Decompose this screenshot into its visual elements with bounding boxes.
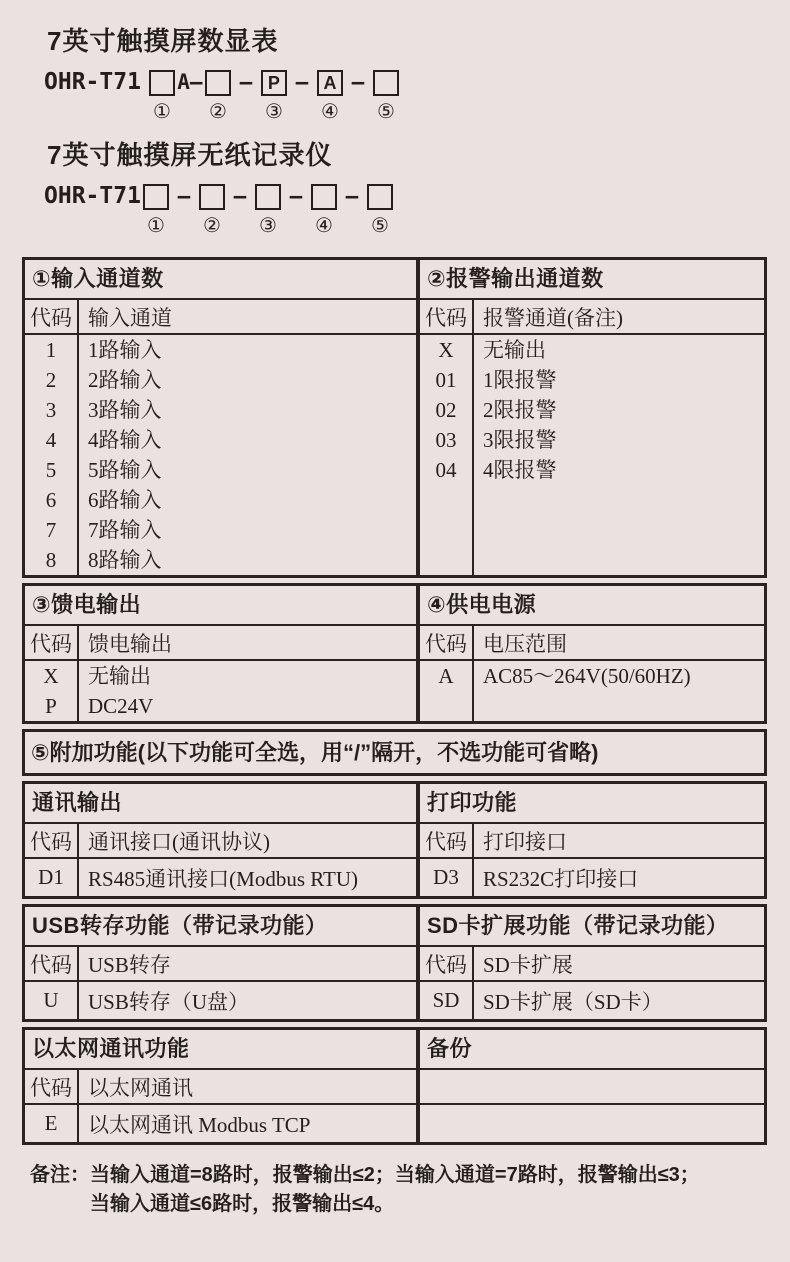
- desc-cell: 3限报警: [483, 428, 557, 452]
- desc-cell: USB转存（U盘）: [88, 989, 250, 1014]
- section-print-function: [418, 784, 764, 896]
- model-code-box: [143, 184, 169, 210]
- circled-number: ④: [320, 101, 339, 123]
- model-separator: –: [351, 70, 365, 94]
- code-cell: 7: [45, 518, 57, 542]
- code-column: [25, 335, 79, 575]
- desc-cell: AC85～264V(50/60HZ): [483, 664, 691, 688]
- code-cell: 01: [435, 368, 457, 392]
- model-prefix: OHR-T71: [44, 183, 141, 209]
- desc-column: [474, 661, 764, 721]
- section-title: 以太网通讯功能: [32, 1036, 190, 1061]
- model-slot-2: [199, 182, 255, 237]
- note-label: 备注：: [30, 1164, 90, 1186]
- model-slot-3: [255, 182, 311, 237]
- section-title: ④供电电源: [427, 592, 537, 617]
- column-header-row: [420, 298, 764, 333]
- desc-cell: 以太网通讯 Modbus TCP: [88, 1112, 311, 1137]
- column-header-row: [25, 945, 416, 980]
- code-column: [25, 661, 79, 721]
- code-header-cell: 代码: [420, 947, 474, 980]
- section-title: ①输入通道数: [32, 266, 164, 291]
- model-code-box: [311, 184, 337, 210]
- desc-header-cell: SD卡扩展: [483, 952, 573, 977]
- circled-number: ⑤: [370, 215, 389, 237]
- section-title: 打印功能: [427, 790, 518, 815]
- desc-column: [79, 335, 416, 575]
- model-slot-5: [373, 68, 399, 123]
- section-title: USB转存功能（带记录功能）: [32, 913, 328, 938]
- model-slot-4: [311, 182, 367, 237]
- model-slot-5: [367, 182, 393, 237]
- desc-header-cell: 打印接口: [483, 829, 567, 854]
- column-header-row: [420, 624, 764, 659]
- section-block-usb-sd: [22, 904, 767, 1022]
- code-cell: 2: [45, 368, 57, 392]
- model-separator: –: [345, 184, 359, 208]
- empty-cell: [420, 1070, 764, 1103]
- section-block-ethernet-backup: [22, 1027, 767, 1145]
- desc-header-cell: 以太网通讯: [88, 1075, 193, 1100]
- code-header-cell: 代码: [25, 947, 79, 980]
- code-cell: X: [43, 664, 59, 688]
- circled-number: ⑤: [376, 101, 395, 123]
- code-column: [420, 661, 474, 721]
- data-row: [25, 1103, 416, 1142]
- code-cell: X: [438, 338, 454, 362]
- desc-cell: 6路输入: [88, 488, 162, 512]
- column-header-row: [25, 822, 416, 857]
- model-code-box: P: [261, 70, 287, 96]
- model-prefix: OHR-T71: [44, 69, 141, 95]
- code-header-cell: 代码: [25, 1070, 79, 1103]
- code-cell: 04: [435, 458, 457, 482]
- column-header-row: [420, 945, 764, 980]
- data-row: [420, 857, 764, 896]
- section-ethernet: [25, 1030, 418, 1142]
- code-cell: SD: [420, 982, 474, 1019]
- empty-row: [420, 1103, 764, 1142]
- desc-cell: 2路输入: [88, 368, 162, 392]
- model-slot-4: [317, 68, 373, 123]
- desc-cell: 无输出: [88, 664, 151, 688]
- model-slot-1: [149, 68, 205, 123]
- desc-cell: 3路输入: [88, 398, 162, 422]
- column-header-row: [25, 298, 416, 333]
- code-header-cell: 代码: [420, 300, 474, 333]
- ordering-table: [22, 257, 767, 1145]
- data-row: [420, 980, 764, 1019]
- model-slot-1: [143, 182, 199, 237]
- section-block-input-alarm: [22, 257, 767, 578]
- note-line-2: 当输入通道≤6路时，报警输出≤4。: [90, 1193, 395, 1215]
- section-comm-output: [25, 784, 418, 896]
- desc-cell: RS232C打印接口: [483, 866, 639, 891]
- model-code-box: [373, 70, 399, 96]
- code-cell: E: [25, 1105, 79, 1142]
- empty-cell: [420, 1105, 764, 1142]
- circled-number: ③: [264, 101, 283, 123]
- desc-cell: 2限报警: [483, 398, 557, 422]
- section-feed-output: [25, 586, 418, 721]
- section-sd-expansion: [418, 907, 764, 1019]
- code-cell: 8: [45, 548, 57, 572]
- code-cell: D3: [420, 859, 474, 896]
- desc-cell: 4路输入: [88, 428, 162, 452]
- desc-header-cell: 电压范围: [483, 631, 567, 656]
- section-power-supply: [418, 586, 764, 721]
- circled-number: ①: [146, 215, 165, 237]
- desc-cell: SD卡扩展（SD卡）: [483, 989, 663, 1014]
- note-line-1: 当输入通道=8路时，报警输出≤2；当输入通道=7路时，报警输出≤3；: [90, 1164, 700, 1186]
- model-separator: A–: [177, 70, 203, 94]
- code-cell: P: [45, 694, 57, 718]
- desc-header-cell: 输入通道: [88, 305, 172, 330]
- model-code-box: A: [317, 70, 343, 96]
- section-block-additional-functions: [22, 729, 767, 776]
- column-header-row: [25, 1068, 416, 1103]
- code-header-cell: 代码: [25, 626, 79, 659]
- section-title: ②报警输出通道数: [427, 266, 604, 291]
- data-area: [25, 659, 416, 721]
- code-cell: 1: [45, 338, 57, 362]
- circled-number: ①: [152, 101, 171, 123]
- section-backup: [418, 1030, 764, 1142]
- desc-cell: RS485通讯接口(Modbus RTU): [88, 866, 359, 891]
- circled-number: ②: [202, 215, 221, 237]
- section-additional-functions-title: ⑤附加功能(以下功能可全选，用“/”隔开，不选功能可省略): [31, 740, 599, 765]
- model-code-box: [255, 184, 281, 210]
- code-cell: A: [438, 664, 454, 688]
- desc-column: [474, 335, 764, 575]
- model-separator: –: [289, 184, 303, 208]
- code-cell: D1: [25, 859, 79, 896]
- code-cell: 03: [435, 428, 457, 452]
- section-title: ③馈电输出: [32, 592, 142, 617]
- code-cell: 6: [45, 488, 57, 512]
- code-header-cell: 代码: [420, 626, 474, 659]
- section-title: 通讯输出: [32, 790, 123, 815]
- model-code-digital-display: [44, 68, 790, 123]
- section-title: 备份: [427, 1036, 473, 1061]
- model-slot-3: [261, 68, 317, 123]
- code-header-cell: 代码: [420, 824, 474, 857]
- circled-number: ④: [314, 215, 333, 237]
- code-cell: 5: [45, 458, 57, 482]
- column-header-row: [25, 624, 416, 659]
- code-cell: 02: [435, 398, 457, 422]
- model-code-paperless-recorder: [44, 182, 790, 237]
- data-row: [25, 857, 416, 896]
- model-separator: –: [177, 184, 191, 208]
- model-slot-2: [205, 68, 261, 123]
- desc-header-cell: USB转存: [88, 952, 171, 977]
- model-separator: –: [239, 70, 253, 94]
- code-header-cell: 代码: [25, 300, 79, 333]
- desc-cell: 1路输入: [88, 338, 162, 362]
- section-input-channels: [25, 260, 418, 575]
- data-area: [25, 333, 416, 575]
- code-cell: 4: [45, 428, 57, 452]
- model-code-box: [367, 184, 393, 210]
- section-usb-transfer: [25, 907, 418, 1019]
- desc-cell: DC24V: [88, 694, 154, 718]
- model-code-box: [149, 70, 175, 96]
- desc-cell: 7路输入: [88, 518, 162, 542]
- data-row: [25, 980, 416, 1019]
- note-body: [90, 1161, 700, 1219]
- desc-cell: 无输出: [483, 338, 546, 362]
- desc-header-cell: 报警通道(备注): [483, 305, 623, 330]
- circled-number: ③: [258, 215, 277, 237]
- empty-row: [420, 1068, 764, 1103]
- section-block-feed-power: [22, 583, 767, 724]
- data-area: [420, 659, 764, 721]
- desc-cell: 4限报警: [483, 458, 557, 482]
- column-header-row: [420, 822, 764, 857]
- model-code-box: [205, 70, 231, 96]
- code-cell: 3: [45, 398, 57, 422]
- desc-cell: 5路输入: [88, 458, 162, 482]
- code-cell: U: [25, 982, 79, 1019]
- model-code-box: [199, 184, 225, 210]
- section-title: SD卡扩展功能（带记录功能）: [427, 913, 729, 938]
- section-block-comm-print: [22, 781, 767, 899]
- section-alarm-outputs: [418, 260, 764, 575]
- code-column: [420, 335, 474, 575]
- desc-column: [79, 661, 416, 721]
- desc-header-cell: 通讯接口(通讯协议): [88, 829, 270, 854]
- data-area: [420, 333, 764, 575]
- model-separator: –: [295, 70, 309, 94]
- desc-cell: 8路输入: [88, 548, 162, 572]
- product-title-paperless-recorder: 7英寸触摸屏无纸记录仪: [47, 140, 333, 170]
- model-separator: –: [233, 184, 247, 208]
- note: [30, 1161, 790, 1219]
- code-header-cell: 代码: [25, 824, 79, 857]
- circled-number: ②: [208, 101, 227, 123]
- product-title-digital-display: 7英寸触摸屏数显表: [47, 26, 279, 56]
- desc-cell: 1限报警: [483, 368, 557, 392]
- desc-header-cell: 馈电输出: [88, 631, 172, 656]
